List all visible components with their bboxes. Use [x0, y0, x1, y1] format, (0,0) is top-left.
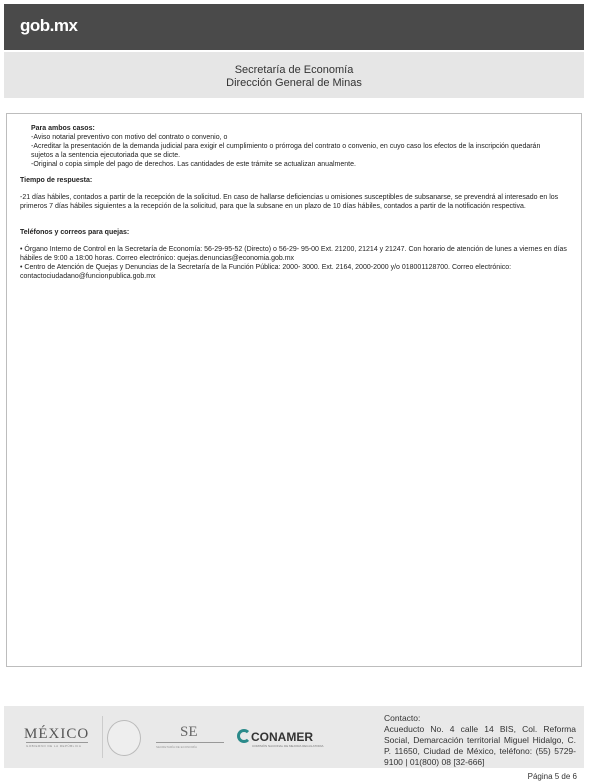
header-ministry: Secretaría de Economía [234, 64, 354, 76]
complaints-item: • Órgano Interno de Control en la Secretaría de Economía: 56-29-95-52 (Directo) o 56-29- 95-00 Ext. 21200, 21214 y 21247. Con horario de atención de lunes a viernes en días hábiles de 9:00 a 18:00 horas. Correo electrónico: quejas.denuncias@economia.gob.mx [20, 246, 567, 262]
contact-label: Contacto: [384, 713, 421, 723]
conamer-icon [237, 729, 251, 743]
both-cases-section [31, 124, 561, 169]
complaints-item: • Centro de Atención de Quejas y Denuncias de la Secretaría de la Función Pública: 2000- 3000. Ext. 2164, 2000-2000 y/o 018001128700. Correo electrónico: contactociudadano@funcionpublica.gob.mx [20, 264, 512, 280]
footer [4, 706, 584, 768]
response-title: Tiempo de respuesta: [20, 177, 93, 184]
footer-contact [384, 713, 576, 768]
header-directorate: Dirección General de Minas [226, 77, 362, 89]
gobmx-logo[interactable]: gob.mx [20, 16, 78, 35]
response-section [20, 176, 568, 211]
mexico-logo: MÉXICO [24, 726, 90, 742]
document-header [4, 52, 584, 98]
conamer-logo: CONAMER [251, 730, 313, 744]
both-cases-line: -Original o copia simple del pago de derechos. Las cantidades de este trámite se actualizan anualmente. [31, 161, 356, 168]
se-logo-rule [156, 742, 224, 743]
response-text: -21 días hábiles, contados a partir de la recepción de la solicitud. En caso de hallarse deficiencias u omisiones susceptibles de subsanarse, se prevendrá al interesado en los primeros 7 días hábiles siguientes a la recepción de la solicitud, para que la subsane en un plazo de 10 días hábiles, contados a partir de la notificación respectiva. [20, 194, 559, 210]
content-box [6, 113, 582, 667]
contact-text: Acueducto No. 4 calle 14 BIS, Col. Reforma Social, Demarcación territorial Miguel Hidalgo, C. P. 11650, Ciudad de México, teléfono: (55) 5729-9100 | 01(800) 08 [32-666] [384, 724, 576, 767]
both-cases-line: -Aviso notarial preventivo con motivo del contrato o convenio, o [31, 134, 228, 141]
top-bar [4, 4, 584, 50]
se-logo-subtitle: SECRETARÍA DE ECONOMÍA [156, 745, 197, 749]
mexico-logo-rule [26, 742, 88, 743]
complaints-title: Teléfonos y correos para quejas: [20, 229, 130, 236]
se-logo: SE [180, 724, 198, 740]
national-seal-icon [102, 716, 141, 758]
conamer-logo-subtitle: COMISIÓN NACIONAL DE MEJORA REGULATORIA [252, 744, 324, 748]
complaints-section [20, 228, 568, 281]
both-cases-line: -Acreditar la presentación de la demanda judicial para exigir el cumplimiento o prórroga del contrato o convenio, en cuyo caso los efectos de la inscripción quedarán sujetos a la sentencia ejecutoriada que se dicte. [31, 143, 541, 159]
mexico-logo-subtitle: GOBIERNO DE LA REPÚBLICA [26, 744, 82, 748]
page-number: Página 5 de 6 [527, 772, 577, 781]
both-cases-title: Para ambos casos: [31, 125, 95, 132]
